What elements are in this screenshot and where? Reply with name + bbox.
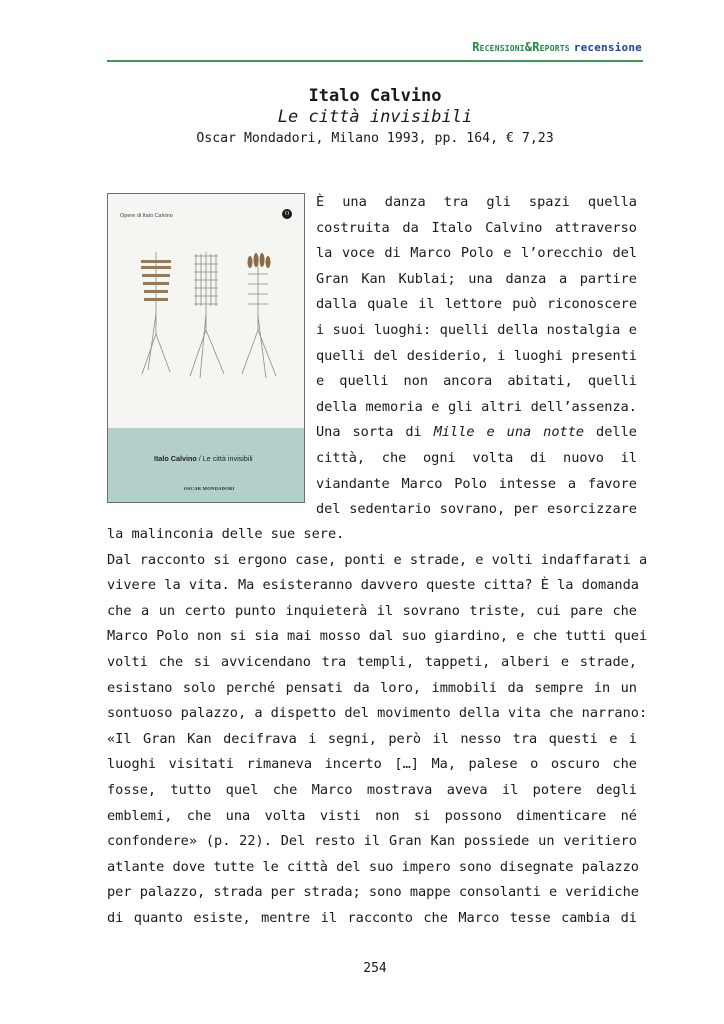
text-line: dalla quale il lettore può riconoscere (316, 296, 637, 313)
header-brand-2: Reports (532, 40, 570, 54)
text-line: Gran Kan Kublai; una danza a partire (316, 270, 637, 287)
running-header (107, 40, 642, 54)
text-line: quelli del desiderio, i luoghi presenti (316, 347, 637, 364)
review-text-wrap (316, 190, 637, 523)
text-line: la voce di Marco Polo e l’orecchio del (316, 245, 637, 262)
text-line (316, 420, 637, 446)
review-text-full (107, 522, 648, 932)
text-segment: Una sorta di (316, 424, 434, 441)
cover-series: Opere di Italo Calvino (120, 213, 173, 219)
text-line: sontuoso palazzo, a dispetto del movimento della vita che narrano: (107, 705, 648, 722)
cover-title (154, 454, 253, 463)
cover-sculpture-illustration (108, 194, 305, 430)
text-line: di quanto esiste, mentre il racconto che Marco tesse cambia di (107, 909, 637, 926)
header-ampersand: & (524, 40, 533, 54)
text-line: «Il Gran Kan decifrava i segni, però il nesso tra questi e i (107, 730, 637, 747)
book-title: Le città invisibili (277, 107, 473, 127)
text-line: Dal racconto si ergono case, ponti e strade, e volti indaffarati a (107, 551, 648, 568)
title-block (107, 86, 643, 149)
header-rule (107, 60, 643, 62)
cover-publisher: OSCAR MONDADORI (184, 486, 235, 491)
text-line: emblemi, che una volta visti non si possono dimenticare né (107, 807, 637, 824)
text-line: della memoria e gli altri dell’assenza. (316, 398, 637, 415)
text-line: esistano solo perché pensati da loro, immobili da sempre in un (107, 679, 637, 696)
text-line: luoghi visitati rimaneva incerto […] Ma, palese o oscuro che (107, 756, 637, 773)
text-line: i suoi luoghi: quelli della nostalgia e (316, 321, 637, 338)
text-line: costruita da Italo Calvino attraverso (316, 219, 637, 236)
publication-info: Oscar Mondadori, Milano 1993, pp. 164, € 7,23 (196, 131, 554, 146)
text-line: confondere» (p. 22). Del resto il Gran Kan possiede un veritiero (107, 833, 637, 850)
text-line: viandante Marco Polo intesse a favore (316, 475, 637, 492)
text-line: città, che ogni volta di nuovo il (316, 449, 637, 466)
text-line: volti che si avvicendano tra templi, tappeti, alberi e strade, (107, 653, 637, 670)
page-number: 254 (363, 961, 387, 976)
text-line: la malinconia delle sue sere. (107, 526, 345, 542)
cover-author: Italo Calvino (154, 454, 197, 463)
book-cover-image (107, 193, 305, 503)
text-line: del sedentario sovrano, per esorcizzare (316, 501, 637, 518)
text-line: atlante dove tutte le città del suo impero sono disegnate palazzo (107, 858, 639, 875)
header-kind: recensione (573, 41, 642, 54)
book-author: Italo Calvino (308, 86, 442, 106)
header-brand: Recensioni (472, 40, 525, 54)
text-segment: delle (584, 424, 637, 441)
text-line: e quelli non ancora abitati, quelli (316, 373, 637, 390)
emphasized-title: Mille e una notte (433, 424, 585, 441)
text-line: per palazzo, strada per strada; sono mappe consolanti e veridiche (107, 884, 639, 901)
publisher-logo-icon: O (282, 209, 292, 219)
cover-book-title: / Le città invisibili (196, 454, 253, 463)
text-line: vivere la vita. Ma esisteranno davvero queste citta? È la domanda (107, 577, 639, 594)
text-line: È una danza tra gli spazi quella (316, 194, 637, 210)
text-line: che a un certo punto inquieterà il sovrano triste, cui pare che (107, 602, 637, 619)
cover-title-band (108, 428, 304, 502)
text-line: Marco Polo non si sia mai mosso dal suo giardino, e che tutti quei (107, 628, 648, 645)
text-line: fosse, tutto quel che Marco mostrava aveva il potere degli (107, 781, 637, 798)
